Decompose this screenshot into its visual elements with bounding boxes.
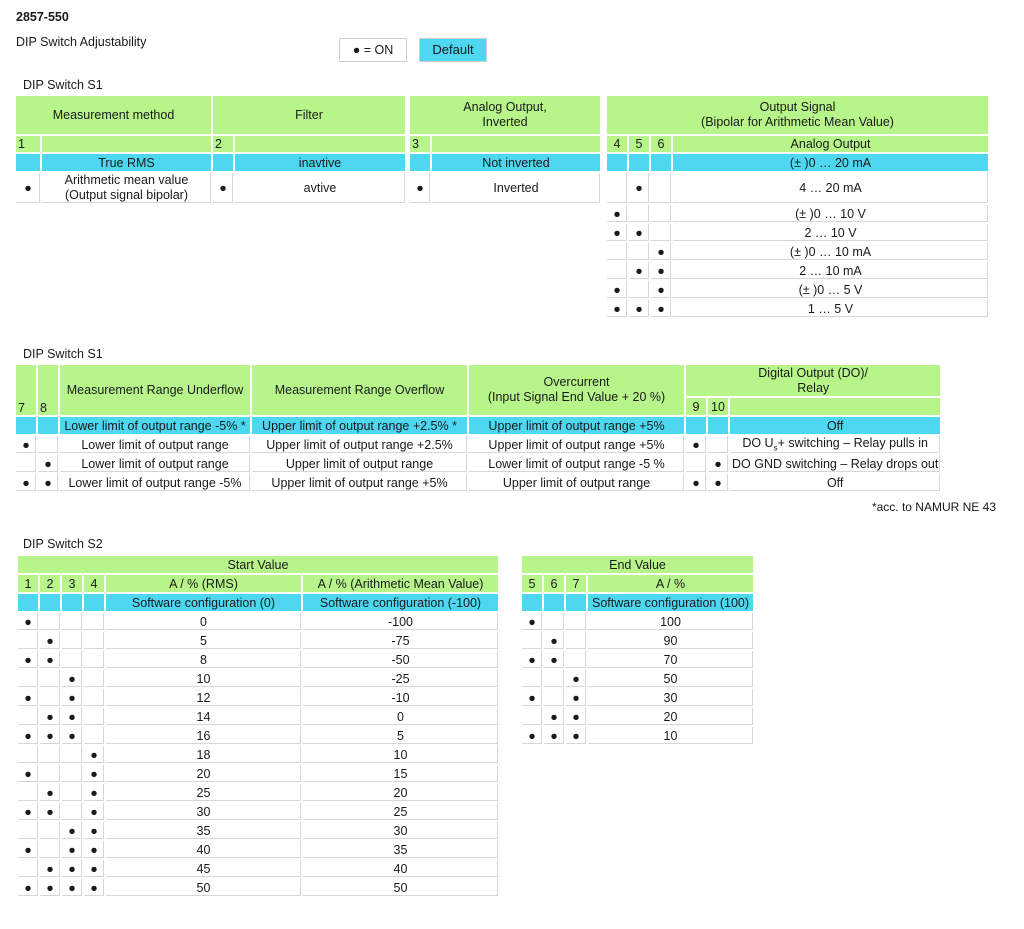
rms-value: 40 <box>106 841 301 858</box>
overcurrent-value: Upper limit of output range +5% <box>469 417 684 434</box>
end-value: 90 <box>588 632 753 649</box>
rms-value: 10 <box>106 670 301 687</box>
switch-dot: ● <box>62 670 82 687</box>
switch-dot <box>651 154 671 171</box>
legend-default-box: Default <box>419 38 487 62</box>
table-measurement-method <box>14 94 213 205</box>
header-line: (Input Signal End Value + 20 %) <box>487 390 666 404</box>
amv-value: 20 <box>303 784 498 801</box>
switch-dot: ● <box>607 224 627 241</box>
switch-dot: ● <box>84 803 104 820</box>
amv-value: 15 <box>303 765 498 782</box>
header-line: (Bipolar for Arithmetic Mean Value) <box>701 115 894 129</box>
switch-dot: ● <box>62 822 82 839</box>
switch-dot: ● <box>40 860 60 877</box>
switch-dot <box>629 243 649 260</box>
switch-dot <box>566 594 586 611</box>
table-row <box>18 670 498 687</box>
switch-dot <box>607 173 627 203</box>
switch-dot: ● <box>686 436 706 453</box>
amv-value: -100 <box>303 613 498 630</box>
switch-dot: ● <box>62 689 82 706</box>
analog-output-value: (± )0 … 10 mA <box>673 243 988 260</box>
switch-dot: ● <box>566 689 586 706</box>
switch-number: 1 <box>18 575 38 592</box>
rms-value: 14 <box>106 708 301 725</box>
switch-dot <box>84 670 104 687</box>
analog-output-value: 4 … 20 mA <box>673 173 988 203</box>
switch-dot <box>522 632 542 649</box>
filter-option: avtive <box>235 173 405 203</box>
switch-dot: ● <box>544 727 564 744</box>
overflow-value: Upper limit of output range +5% <box>252 474 467 491</box>
default-end: Software configuration (100) <box>588 594 753 611</box>
switch-dot: ● <box>708 474 728 491</box>
end-value: 20 <box>588 708 753 725</box>
overcurrent-value: Upper limit of output range +5% <box>469 436 684 453</box>
header-line: Output Signal <box>759 100 836 114</box>
overcurrent-value: Lower limit of output range -5 % <box>469 455 684 472</box>
switch-dot <box>62 651 82 668</box>
header-line: Overcurrent <box>543 375 610 389</box>
table-row <box>522 689 753 706</box>
header-line: Relay <box>797 380 830 395</box>
table-row <box>522 613 753 630</box>
table-row <box>18 708 498 725</box>
switch-dot <box>84 651 104 668</box>
switch-number: 4 <box>84 575 104 592</box>
switch-dot <box>18 708 38 725</box>
switch-dot: ● <box>607 281 627 298</box>
section-title-s2: DIP Switch S2 <box>23 537 103 551</box>
switch-dot: ● <box>62 727 82 744</box>
header-amv: A / % (Arithmetic Mean Value) <box>303 575 498 592</box>
switch-dot: ● <box>84 784 104 801</box>
switch-dot: ● <box>410 173 430 203</box>
switch-number: 3 <box>410 136 430 152</box>
switch-dot: ● <box>651 281 671 298</box>
switch-dot: ● <box>18 841 38 858</box>
method-option-line: Arithmetic mean value <box>64 173 189 187</box>
overflow-value: Upper limit of output range +2.5% <box>252 436 467 453</box>
switch-dot <box>607 262 627 279</box>
table-row <box>522 708 753 725</box>
table-row <box>522 651 753 668</box>
analog-output-value: 2 … 10 mA <box>673 262 988 279</box>
table-row <box>18 632 498 649</box>
table-row <box>522 632 753 649</box>
switch-dot <box>40 841 60 858</box>
rms-value: 16 <box>106 727 301 744</box>
switch-dot: ● <box>651 262 671 279</box>
switch-number: 2 <box>213 136 233 152</box>
analog-output-value: (± )0 … 5 V <box>673 281 988 298</box>
rms-value: 5 <box>106 632 301 649</box>
table-row <box>18 822 498 839</box>
end-value: 10 <box>588 727 753 744</box>
end-value: 70 <box>588 651 753 668</box>
switch-dot: ● <box>18 879 38 896</box>
end-value-rows <box>522 613 753 744</box>
switch-dot: ● <box>62 841 82 858</box>
header-underflow: Measurement Range Underflow <box>60 365 250 415</box>
overflow-value: Upper limit of output range +2.5% * <box>252 417 467 434</box>
switch-dot: ● <box>40 651 60 668</box>
table-start-value <box>16 554 500 898</box>
switch-number: 6 <box>544 575 564 592</box>
underflow-value: Lower limit of output range <box>60 436 250 453</box>
switch-dot <box>708 417 728 434</box>
switch-dot: ● <box>38 455 58 472</box>
switch-dot <box>40 670 60 687</box>
table-row <box>18 803 498 820</box>
overflow-value: Upper limit of output range <box>252 455 467 472</box>
switch-dot <box>40 765 60 782</box>
end-value: 30 <box>588 689 753 706</box>
switch-dot: ● <box>84 860 104 877</box>
switch-dot <box>84 594 104 611</box>
table-row <box>18 689 498 706</box>
amv-value: 30 <box>303 822 498 839</box>
start-value-rows <box>18 613 498 896</box>
switch-dot <box>566 632 586 649</box>
switch-number: 6 <box>651 136 671 152</box>
switch-dot: ● <box>18 689 38 706</box>
switch-dot: ● <box>522 727 542 744</box>
switch-dot: ● <box>38 474 58 491</box>
rms-value: 18 <box>106 746 301 763</box>
switch-dot: ● <box>522 689 542 706</box>
switch-dot <box>708 436 728 453</box>
switch-dot: ● <box>18 803 38 820</box>
switch-dot <box>62 784 82 801</box>
invert-option: Inverted <box>432 173 600 203</box>
table-row <box>18 613 498 630</box>
switch-dot <box>629 154 649 171</box>
invert-option: Not inverted <box>432 154 600 171</box>
header-start-value: Start Value <box>18 556 498 573</box>
header-spacer <box>42 136 211 152</box>
switch-dot <box>84 708 104 725</box>
rms-value: 50 <box>106 879 301 896</box>
switch-dot: ● <box>607 300 627 317</box>
switch-dot: ● <box>544 632 564 649</box>
digital-output-value: Off <box>730 417 940 434</box>
switch-dot: ● <box>40 784 60 801</box>
switch-dot: ● <box>213 173 233 203</box>
table-row <box>18 727 498 744</box>
do-subscript: s <box>773 443 778 453</box>
end-value: 50 <box>588 670 753 687</box>
switch-dot <box>522 670 542 687</box>
end-value: 100 <box>588 613 753 630</box>
default-amv: Software configuration (-100) <box>303 594 498 611</box>
table-row <box>18 746 498 763</box>
switch-dot: ● <box>40 708 60 725</box>
table-row <box>18 784 498 801</box>
switch-dot: ● <box>522 613 542 630</box>
rms-value: 25 <box>106 784 301 801</box>
switch-dot: ● <box>84 822 104 839</box>
amv-value: -10 <box>303 689 498 706</box>
filter-option: inavtive <box>235 154 405 171</box>
switch-dot <box>62 746 82 763</box>
switch-number: 2 <box>40 575 60 592</box>
table-row <box>18 860 498 877</box>
header-overcurrent <box>469 365 684 415</box>
switch-dot: ● <box>686 474 706 491</box>
switch-dot <box>62 765 82 782</box>
table-row <box>522 670 753 687</box>
rms-value: 30 <box>106 803 301 820</box>
header-spacer <box>432 136 600 152</box>
switch-dot: ● <box>708 455 728 472</box>
switch-dot <box>84 632 104 649</box>
switch-dot <box>544 670 564 687</box>
switch-dot <box>566 613 586 630</box>
switch-dot <box>40 689 60 706</box>
header-spacer <box>730 398 940 415</box>
header-analog-output: Analog Output <box>673 136 988 152</box>
switch-number: 7 <box>566 575 586 592</box>
underflow-value: Lower limit of output range -5% * <box>60 417 250 434</box>
switch-dot: ● <box>544 708 564 725</box>
method-option-line: (Output signal bipolar) <box>65 188 188 202</box>
switch-dot <box>62 632 82 649</box>
switch-dot <box>651 205 671 222</box>
switch-number: 5 <box>522 575 542 592</box>
switch-dot: ● <box>84 746 104 763</box>
switch-dot <box>62 594 82 611</box>
switch-dot: ● <box>522 651 542 668</box>
switch-dot: ● <box>62 708 82 725</box>
switch-dot <box>18 670 38 687</box>
default-rms: Software configuration (0) <box>106 594 301 611</box>
switch-dot <box>84 727 104 744</box>
header-overflow: Measurement Range Overflow <box>252 365 467 415</box>
switch-dot: ● <box>18 765 38 782</box>
digital-output-value: Off <box>730 474 940 491</box>
switch-dot: ● <box>18 613 38 630</box>
header-digital-output <box>686 365 940 396</box>
switch-dot <box>18 822 38 839</box>
header-spacer <box>235 136 405 152</box>
analog-output-value: (± )0 … 20 mA <box>673 154 988 171</box>
switch-dot <box>686 417 706 434</box>
switch-dot: ● <box>40 727 60 744</box>
switch-dot <box>40 822 60 839</box>
switch-dot <box>16 455 36 472</box>
switch-dot <box>629 281 649 298</box>
amv-value: -50 <box>303 651 498 668</box>
switch-dot: ● <box>566 727 586 744</box>
switch-dot <box>18 746 38 763</box>
switch-dot <box>607 154 627 171</box>
analog-output-value: 1 … 5 V <box>673 300 988 317</box>
switch-dot <box>686 455 706 472</box>
switch-dot <box>62 803 82 820</box>
digital-output-value <box>730 436 940 453</box>
switch-dot: ● <box>84 765 104 782</box>
rms-value: 20 <box>106 765 301 782</box>
switch-dot <box>544 689 564 706</box>
switch-number: 5 <box>629 136 649 152</box>
do-text: + switching – Relay pulls in <box>777 436 928 451</box>
switch-dot <box>410 154 430 171</box>
amv-value: 35 <box>303 841 498 858</box>
switch-dot: ● <box>84 879 104 896</box>
section-title-s1a: DIP Switch S1 <box>23 78 103 92</box>
switch-dot <box>522 708 542 725</box>
amv-value: -25 <box>303 670 498 687</box>
table-output-signal <box>605 94 990 319</box>
switch-dot: ● <box>629 262 649 279</box>
overcurrent-value: Upper limit of output range <box>469 474 684 491</box>
amv-value: -75 <box>303 632 498 649</box>
amv-value: 25 <box>303 803 498 820</box>
rms-value: 8 <box>106 651 301 668</box>
digital-output-value: DO GND switching – Relay drops out <box>732 456 939 471</box>
switch-dot: ● <box>40 803 60 820</box>
switch-dot: ● <box>40 632 60 649</box>
table-row <box>522 727 753 744</box>
switch-dot <box>651 173 671 203</box>
analog-output-value: (± )0 … 10 V <box>673 205 988 222</box>
switch-dot: ● <box>16 173 40 203</box>
header-line: Digital Output (DO)/ <box>758 365 869 380</box>
switch-dot <box>84 689 104 706</box>
switch-number: 1 <box>16 136 40 152</box>
underflow-value: Lower limit of output range <box>60 455 250 472</box>
header-filter: Filter <box>213 96 405 134</box>
switch-number: 3 <box>62 575 82 592</box>
switch-dot: ● <box>62 879 82 896</box>
namur-footnote: *acc. to NAMUR NE 43 <box>871 500 996 514</box>
rms-value: 12 <box>106 689 301 706</box>
rms-value: 0 <box>106 613 301 630</box>
switch-dot: ● <box>629 224 649 241</box>
header-end-percent: A / % <box>588 575 753 592</box>
analog-output-value: 2 … 10 V <box>673 224 988 241</box>
amv-value: 10 <box>303 746 498 763</box>
switch-dot <box>18 594 38 611</box>
switch-dot <box>629 205 649 222</box>
switch-dot: ● <box>629 173 649 203</box>
switch-number: 7 <box>16 365 36 415</box>
switch-dot <box>40 746 60 763</box>
header-rms: A / % (RMS) <box>106 575 301 592</box>
header-end-value: End Value <box>522 556 753 573</box>
switch-number: 8 <box>38 365 58 415</box>
switch-dot: ● <box>629 300 649 317</box>
switch-dot: ● <box>18 727 38 744</box>
amv-value: 0 <box>303 708 498 725</box>
table-end-value <box>520 554 755 746</box>
underflow-value: Lower limit of output range -5% <box>60 474 250 491</box>
switch-dot: ● <box>62 860 82 877</box>
switch-dot <box>544 594 564 611</box>
switch-number: 10 <box>708 398 728 415</box>
header-output-signal <box>607 96 988 134</box>
rms-value: 35 <box>106 822 301 839</box>
switch-dot <box>38 417 58 434</box>
switch-dot <box>16 417 36 434</box>
amv-value: 40 <box>303 860 498 877</box>
rms-value: 45 <box>106 860 301 877</box>
switch-dot <box>84 613 104 630</box>
switch-dot: ● <box>16 474 36 491</box>
legend-on-box: ● = ON <box>339 38 407 62</box>
switch-dot <box>607 243 627 260</box>
switch-dot: ● <box>40 879 60 896</box>
header-line: Analog Output, <box>463 100 547 114</box>
switch-dot <box>544 613 564 630</box>
table-analog-inverted <box>408 94 602 205</box>
method-option <box>42 173 211 203</box>
switch-dot <box>38 436 58 453</box>
document-code: 2857-550 <box>16 10 69 24</box>
switch-dot <box>18 860 38 877</box>
switch-dot <box>522 594 542 611</box>
amv-value: 50 <box>303 879 498 896</box>
table-row <box>18 879 498 896</box>
document-title: DIP Switch Adjustability <box>16 35 147 49</box>
switch-dot: ● <box>651 300 671 317</box>
amv-value: 5 <box>303 727 498 744</box>
switch-dot <box>18 784 38 801</box>
switch-dot <box>16 154 40 171</box>
switch-number: 9 <box>686 398 706 415</box>
switch-dot: ● <box>18 651 38 668</box>
switch-dot <box>18 632 38 649</box>
switch-dot: ● <box>566 670 586 687</box>
table-row <box>18 651 498 668</box>
do-text: DO U <box>742 436 774 451</box>
switch-dot: ● <box>16 436 36 453</box>
header-measurement-method: Measurement method <box>16 96 211 134</box>
header-analog-inverted <box>410 96 600 134</box>
switch-dot: ● <box>84 841 104 858</box>
switch-dot: ● <box>651 243 671 260</box>
method-option: True RMS <box>42 154 211 171</box>
section-title-s1b: DIP Switch S1 <box>23 347 103 361</box>
switch-dot <box>40 594 60 611</box>
table-s1-ranges <box>14 363 942 493</box>
switch-dot: ● <box>566 708 586 725</box>
table-row <box>18 841 498 858</box>
switch-dot <box>566 651 586 668</box>
table-filter <box>211 94 407 205</box>
header-line: Inverted <box>482 115 528 129</box>
switch-dot <box>40 613 60 630</box>
switch-dot: ● <box>544 651 564 668</box>
table-row <box>18 765 498 782</box>
switch-dot: ● <box>607 205 627 222</box>
switch-dot <box>62 613 82 630</box>
switch-dot <box>651 224 671 241</box>
switch-dot <box>213 154 233 171</box>
switch-number: 4 <box>607 136 627 152</box>
